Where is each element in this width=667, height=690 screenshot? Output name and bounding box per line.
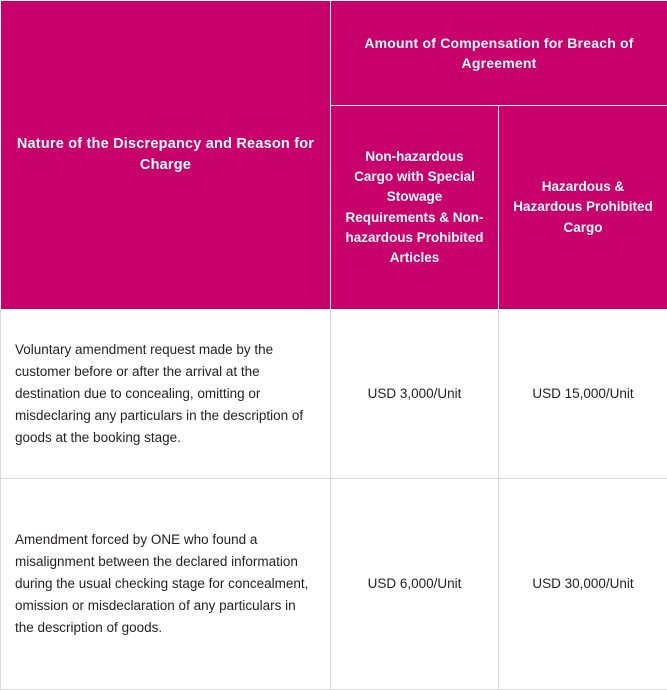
header-row-group xyxy=(1,1,667,106)
header-amount-of-compensation: Amount of Compensation for Breach of Agreement xyxy=(331,1,667,106)
header-nature-of-discrepancy: Nature of the Discrepancy and Reason for Charge xyxy=(1,1,331,310)
row-non-hazardous-amount: USD 6,000/Unit xyxy=(331,479,499,690)
header-hazardous-cargo: Hazardous & Hazardous Prohibited Cargo xyxy=(499,106,667,310)
header-non-hazardous-cargo: Non-hazardous Cargo with Special Stowage Requirements & Non-hazardous Prohibited Articles xyxy=(331,106,499,310)
row-non-hazardous-amount: USD 3,000/Unit xyxy=(331,310,499,479)
table-body xyxy=(1,310,667,690)
row-hazardous-amount: USD 30,000/Unit xyxy=(499,479,667,690)
table-header xyxy=(1,1,667,310)
row-description: Voluntary amendment request made by the customer before or after the arrival at the destination due to concealing, omitting or misdeclaring any particulars in the description of goods at the booking stage. xyxy=(1,310,331,479)
table-row xyxy=(1,310,667,479)
table-row xyxy=(1,479,667,690)
row-hazardous-amount: USD 15,000/Unit xyxy=(499,310,667,479)
row-description: Amendment forced by ONE who found a misalignment between the declared information during the usual checking stage for concealment, omission or misdeclaration of any particulars in the description of goods. xyxy=(1,479,331,690)
